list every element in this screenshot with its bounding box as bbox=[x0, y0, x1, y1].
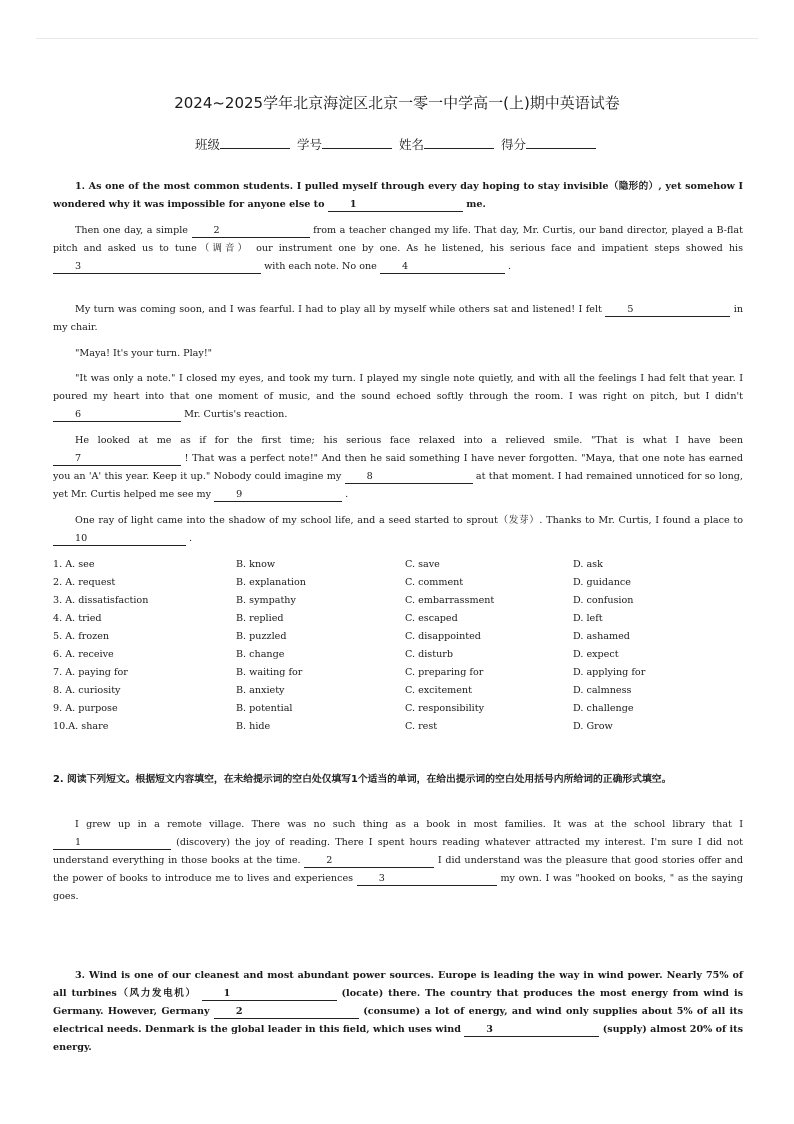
q1-p3-text-b: in my chair. bbox=[53, 304, 743, 333]
q2-blank-3[interactable]: 3 bbox=[357, 873, 497, 886]
q1-p2-text-b: from a teacher changed my life. That day, Mr. Curtis, our band director, played a B-flat pitch and asked us to tune（调音） our instrument one by one. As he listened, his serious face and impatient steps showed his bbox=[53, 225, 743, 254]
q1-paragraph-6: He looked at me as if for the first time; his serious face relaxed into a relieved smile. "That is what I have been 7 ! That was a perfect note!" And then he said something I have never forgotten. "Maya, that one note has earned you an 'A' this year. Keep it up." Nobody could imagine my 8 at that moment. I had remained unnoticed for so long, yet Mr. Curtis helped me see my 9 . bbox=[53, 435, 743, 500]
option-b[interactable]: B. explanation bbox=[236, 577, 306, 588]
q2-passage bbox=[53, 816, 743, 906]
q1-p7-text-a: One ray of light came into the shadow of my school life, and a seed started to sprout（发芽）. Thanks to Mr. Curtis, I found a place to bbox=[75, 515, 743, 526]
q1-p6-text-b: ! That was a perfect note!" And then he said something I have never forgotten. "Maya, that one note has earned you an 'A' this year. Keep it up." Nobody could imagine my bbox=[53, 453, 743, 482]
q1-blank-9[interactable]: 9 bbox=[214, 489, 342, 502]
option-a[interactable]: 3. A. dissatisfaction bbox=[53, 595, 149, 606]
option-c[interactable]: C. rest bbox=[405, 721, 438, 732]
option-b[interactable]: B. change bbox=[236, 649, 285, 660]
q2-blank-1[interactable]: 1 bbox=[53, 837, 171, 850]
q3-blank-1[interactable]: 1 bbox=[202, 988, 337, 1001]
option-row bbox=[53, 592, 743, 610]
q1-intro-tail: me. bbox=[466, 199, 486, 210]
q2-blank-2[interactable]: 2 bbox=[304, 855, 434, 868]
q3-blank-3[interactable]: 3 bbox=[464, 1024, 599, 1037]
option-d[interactable]: D. expect bbox=[573, 649, 619, 660]
student-info-row bbox=[0, 135, 794, 153]
q1-paragraph-2: Then one day, a simple 2 from a teacher changed my life. That day, Mr. Curtis, our band director, played a B-flat pitch and asked us to tune（调音） our instrument one by one. As he listened, his serious face and impatient steps showed his 3 with each note. No one 4 . bbox=[53, 225, 743, 272]
option-c[interactable]: C. save bbox=[405, 559, 440, 570]
option-d[interactable]: D. ashamed bbox=[573, 631, 630, 642]
q2-text-a: I grew up in a remote village. There was no such thing as a book in most families. It was at the school library that I bbox=[75, 819, 743, 830]
option-row bbox=[53, 610, 743, 628]
option-c[interactable]: C. escaped bbox=[405, 613, 458, 624]
q2-heading: 2. 阅读下列短文。根据短文内容填空，在未给提示词的空白处仅填写1个适当的单词，在给出提示词的空白处用括号内所给词的正确形式填空。 bbox=[53, 774, 672, 785]
option-a[interactable]: 1. A. see bbox=[53, 559, 95, 570]
option-b[interactable]: B. replied bbox=[236, 613, 284, 624]
number-label: 学号 bbox=[296, 137, 322, 152]
option-d[interactable]: D. left bbox=[573, 613, 603, 624]
name-label: 姓名 bbox=[398, 137, 424, 152]
q1-blank-2[interactable]: 2 bbox=[192, 225, 310, 238]
q1-p4-text: "Maya! It's your turn. Play!" bbox=[75, 348, 213, 359]
option-a[interactable]: 9. A. purpose bbox=[53, 703, 118, 714]
q1-p2-text-a: Then one day, a simple bbox=[75, 225, 188, 236]
option-row bbox=[53, 646, 743, 664]
option-c[interactable]: C. responsibility bbox=[405, 703, 484, 714]
option-a[interactable]: 4. A. tried bbox=[53, 613, 102, 624]
q1-paragraph-3 bbox=[53, 301, 743, 337]
option-a[interactable]: 7. A. paying for bbox=[53, 667, 128, 678]
q1-p5-text-b: Mr. Curtis's reaction. bbox=[184, 409, 288, 420]
option-row bbox=[53, 628, 743, 646]
score-label: 得分 bbox=[500, 137, 526, 152]
option-d[interactable]: D. applying for bbox=[573, 667, 646, 678]
option-a[interactable]: 2. A. request bbox=[53, 577, 116, 588]
q1-blank-8[interactable]: 8 bbox=[345, 471, 473, 484]
q1-blank-6[interactable]: 6 bbox=[53, 409, 181, 422]
option-row bbox=[53, 682, 743, 700]
q1-p2-text-c: with each note. No one bbox=[264, 261, 377, 272]
q3-blank-2[interactable]: 2 bbox=[214, 1006, 359, 1019]
option-b[interactable]: B. potential bbox=[236, 703, 293, 714]
option-c[interactable]: C. embarrassment bbox=[405, 595, 495, 606]
q3-text-b: (locate) there. The country that produces the most energy from wind is Germany. However, Germany bbox=[53, 988, 743, 1017]
option-b[interactable]: B. sympathy bbox=[236, 595, 296, 606]
q2-text-b: (discovery) the joy of reading. There I spent hours reading whatever attracted my interest. I'm sure I did not understand everything in those books at the time. bbox=[53, 837, 743, 866]
option-a[interactable]: 10.A. share bbox=[53, 721, 109, 732]
option-b[interactable]: B. know bbox=[236, 559, 276, 570]
q1-p6-text-c: at that moment. I had remained unnoticed for so long, yet Mr. Curtis helped me see my bbox=[53, 471, 743, 500]
q1-paragraph-4 bbox=[53, 345, 743, 363]
option-b[interactable]: B. waiting for bbox=[236, 667, 303, 678]
option-c[interactable]: C. comment bbox=[405, 577, 464, 588]
q1-p5-text-a: "It was only a note." I closed my eyes, and took my turn. I played my single note quietly, and with all the feelings I had felt that year. I poured my heart into that one moment of music, and the sound echoed softly through the room. I was right on pitch, but I didn't bbox=[53, 373, 743, 402]
q1-p6-text-a: He looked at me as if for the first time; his serious face relaxed into a relieved smile. "That is what I have been bbox=[75, 435, 743, 446]
q1-blank-5[interactable]: 5 bbox=[605, 304, 730, 317]
header-divider bbox=[36, 38, 758, 39]
class-field[interactable] bbox=[220, 137, 290, 149]
q1-intro bbox=[53, 178, 743, 214]
option-d[interactable]: D. confusion bbox=[573, 595, 634, 606]
q2-text-c: I did understand was the pleasure that good stories offer and the power of books to introduce me to lives and experiences bbox=[53, 855, 743, 884]
option-a[interactable]: 5. A. frozen bbox=[53, 631, 110, 642]
q1-p3-text-a: My turn was coming soon, and I was fearful. I had to play all by myself while others sat and listened! I felt bbox=[75, 304, 602, 315]
option-c[interactable]: C. excitement bbox=[405, 685, 472, 696]
class-label: 班级 bbox=[194, 137, 220, 152]
q1-options bbox=[53, 556, 743, 736]
option-c[interactable]: C. disturb bbox=[405, 649, 453, 660]
option-row bbox=[53, 556, 743, 574]
name-field[interactable] bbox=[424, 137, 494, 149]
option-d[interactable]: D. Grow bbox=[573, 721, 613, 732]
option-d[interactable]: D. challenge bbox=[573, 703, 634, 714]
option-row bbox=[53, 664, 743, 682]
q1-blank-1[interactable]: 1 bbox=[328, 199, 463, 212]
option-d[interactable]: D. ask bbox=[573, 559, 603, 570]
option-row bbox=[53, 700, 743, 718]
q3-text-a: 3. Wind is one of our cleanest and most abundant power sources. Europe is leading the way in wind power. Nearly 75% of all turbines（风力发电机） bbox=[53, 970, 743, 999]
q1-paragraph-5 bbox=[53, 370, 743, 424]
option-b[interactable]: B. hide bbox=[236, 721, 271, 732]
option-a[interactable]: 6. A. receive bbox=[53, 649, 114, 660]
number-field[interactable] bbox=[322, 137, 392, 149]
q1-blank-10[interactable]: 10 bbox=[53, 533, 186, 546]
option-a[interactable]: 8. A. curiosity bbox=[53, 685, 121, 696]
q3-text-c: (consume) a lot of energy, and wind only supplies about 5% of all its electrical needs. Denmark is the global leader in this field, which uses wind bbox=[53, 1006, 743, 1035]
score-field[interactable] bbox=[526, 137, 596, 149]
page-title: 2024~2025学年北京海淀区北京一零一中学高一(上)期中英语试卷 bbox=[174, 94, 620, 112]
option-c[interactable]: C. disappointed bbox=[405, 631, 481, 642]
q1-intro-text: 1. As one of the most common students. I pulled myself through every day hoping to stay invisible（隐形的）, yet somehow I wondered why it was impossible for anyone else to bbox=[53, 181, 743, 210]
option-row bbox=[53, 574, 743, 592]
option-d[interactable]: D. calmness bbox=[573, 685, 632, 696]
q2-text-d: my own. I was "hooked on books, " as the saying goes. bbox=[53, 873, 743, 902]
q1-blank-3[interactable]: 3 bbox=[53, 261, 261, 274]
option-b[interactable]: B. puzzled bbox=[236, 631, 287, 642]
option-b[interactable]: B. anxiety bbox=[236, 685, 285, 696]
q3-text-d: (supply) almost 20% of its energy. bbox=[53, 1024, 744, 1053]
q1-blank-7[interactable]: 7 bbox=[53, 453, 181, 466]
q1-paragraph-7: One ray of light came into the shadow of my school life, and a seed started to sprout（发芽）. Thanks to Mr. Curtis, I found a place to 10 . bbox=[53, 512, 743, 548]
q1-options-table bbox=[53, 556, 743, 736]
option-d[interactable]: D. guidance bbox=[573, 577, 631, 588]
option-row bbox=[53, 718, 743, 736]
q1-blank-4[interactable]: 4 bbox=[380, 261, 505, 274]
option-c[interactable]: C. preparing for bbox=[405, 667, 484, 678]
q3-passage bbox=[53, 967, 743, 1057]
